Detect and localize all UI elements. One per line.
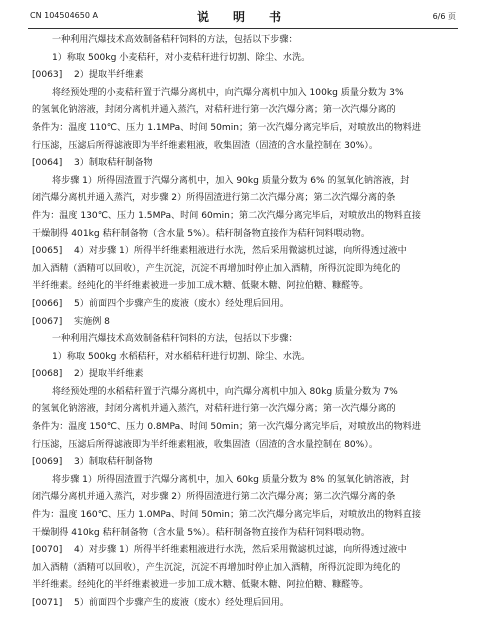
paragraph-line bbox=[32, 577, 460, 595]
line-text: 将经预处理的小麦秸秆置于汽爆分离机中，向汽爆分离机中加入 100kg 质量分数为 3% bbox=[52, 87, 404, 98]
paragraph-line-numbered bbox=[32, 542, 460, 560]
paragraph-line-numbered bbox=[32, 296, 460, 314]
line-text: 一种利用汽爆技术高效制备秸秆饲料的方法，包括以下步骤： bbox=[52, 35, 298, 45]
line-text: 加入酒精（酒精可以回收），产生沉淀，沉淀不再增加时停止加入酒精，所得沉淀即为纯化的 bbox=[32, 263, 401, 274]
line-text: 3）制取秸秆制备物 bbox=[74, 158, 153, 169]
paragraph-line bbox=[32, 419, 460, 437]
line-text: 干燥制得 401kg 秸秆制备物（含水量 5%）。秸秆制备物直接作为秸秆饲料喂动物。 bbox=[32, 228, 370, 239]
paragraph-number: [0063] bbox=[32, 70, 63, 81]
line-text: 2）提取半纤维素 bbox=[74, 70, 144, 81]
line-text: 的氢氧化钠溶液，封闭分离机并通入蒸汽，对秸秆进行第一次汽爆分离；第一次汽爆分离的 bbox=[32, 404, 396, 415]
line-text: 1）称取 500kg 水稻秸秆，对水稻秸秆进行切割、除尘、水洗。 bbox=[52, 351, 311, 362]
paragraph-line bbox=[32, 190, 460, 208]
paragraph-line bbox=[32, 278, 460, 296]
paragraph-line bbox=[32, 489, 460, 507]
paragraph-line bbox=[32, 401, 460, 419]
paragraph-line-numbered bbox=[32, 595, 460, 613]
line-text: 4）对步骤 1）所得半纤维素粗液进行水洗，然后采用微滤机过滤，向所得透过液中 bbox=[74, 246, 407, 257]
paragraph-line bbox=[32, 102, 460, 120]
document-body bbox=[32, 32, 460, 613]
paragraph-line bbox=[32, 208, 460, 226]
line-text: 将步骤 1）所得固渣置于汽爆分离机中，加入 90kg 质量分数为 6% 的氢氧化钠溶液，封 bbox=[52, 175, 410, 186]
paragraph-line-numbered bbox=[32, 314, 460, 332]
line-text: 3）制取秸秆制备物 bbox=[74, 457, 153, 468]
paragraph-line bbox=[32, 85, 460, 103]
line-text: 5）前面四个步骤产生的废液（废水）经处理后回用。 bbox=[74, 298, 289, 309]
paragraph-number: [0064] bbox=[32, 158, 63, 169]
line-text: 将经预处理的水稻秸秆置于汽爆分离机中，向汽爆分离机中加入 80kg 质量分数为 7% bbox=[52, 386, 398, 397]
paragraph-line bbox=[32, 261, 460, 279]
line-text: 件为：温度 130℃、压力 1.5MPa、时间 60min；第二次汽爆分离完毕后，对喷放出的物料直接 bbox=[32, 210, 421, 221]
paragraph-line bbox=[32, 384, 460, 402]
line-text: 行压滤，压滤后所得滤液即为半纤维素粗液，收集固渣（固渣的含水量控制在 80%）。 bbox=[32, 439, 378, 450]
line-text: 4）对步骤 1）所得半纤维素粗液进行水洗，然后采用微滤机过滤，向所得透过液中 bbox=[74, 545, 407, 556]
header-rule bbox=[28, 28, 458, 29]
paragraph-line bbox=[32, 226, 460, 244]
page-number: 6/6 页 bbox=[432, 12, 456, 21]
paragraph-line bbox=[32, 349, 460, 367]
paragraph-line-numbered bbox=[32, 155, 460, 173]
paragraph-line-numbered bbox=[32, 454, 460, 472]
paragraph-number: [0065] bbox=[32, 246, 63, 257]
paragraph-number: [0070] bbox=[32, 545, 63, 556]
line-text: 5）前面四个步骤产生的废液（废水）经处理后回用。 bbox=[74, 598, 289, 608]
paragraph-number: [0067] bbox=[32, 316, 63, 327]
line-text: 1）称取 500kg 小麦秸秆，对小麦秸秆进行切割、除尘、水洗。 bbox=[52, 52, 311, 63]
paragraph-line bbox=[32, 32, 460, 50]
paragraph-line bbox=[32, 138, 460, 156]
line-text: 闭汽爆分离机并通入蒸汽，对步骤 2）所得固渣进行第二次汽爆分离；第二次汽爆分离的条 bbox=[32, 492, 396, 503]
line-text: 2）提取半纤维素 bbox=[74, 369, 144, 380]
line-text: 半纤维素。经纯化的半纤维素被进一步加工成木糖、低聚木糖、阿拉伯糖、糠醛等。 bbox=[32, 580, 369, 591]
paragraph-number: [0071] bbox=[32, 598, 63, 608]
line-text: 干燥制得 410kg 秸秆制备物（含水量 5%）。秸秆制备物直接作为秸秆饲料喂动物。 bbox=[32, 527, 370, 538]
paragraph-line bbox=[32, 507, 460, 525]
paragraph-line-numbered bbox=[32, 243, 460, 261]
paragraph-number: [0066] bbox=[32, 298, 63, 309]
paragraph-number: [0069] bbox=[32, 457, 63, 468]
page-header bbox=[0, 8, 484, 24]
paragraph-line bbox=[32, 331, 460, 349]
line-text: 条件为：温度 150℃、压力 0.8MPa、时间 50min；第一次汽爆分离完毕后，对喷放出的物料进 bbox=[32, 422, 421, 433]
paragraph-number: [0068] bbox=[32, 369, 63, 380]
patent-number: CN 104504650 A bbox=[30, 11, 98, 20]
document-title: 说 明 书 bbox=[196, 10, 287, 24]
paragraph-line bbox=[32, 560, 460, 578]
line-text: 将步骤 1）所得固渣置于汽爆分离机中，加入 60kg 质量分数为 8% 的氢氧化钠溶液，封 bbox=[52, 474, 410, 485]
paragraph-line bbox=[32, 120, 460, 138]
paragraph-line-numbered bbox=[32, 366, 460, 384]
paragraph-line-numbered bbox=[32, 67, 460, 85]
line-text: 实施例 8 bbox=[74, 316, 110, 327]
paragraph-line bbox=[32, 50, 460, 68]
line-text: 的氢氧化钠溶液，封闭分离机并通入蒸汽，对秸秆进行第一次汽爆分离；第一次汽爆分离的 bbox=[32, 105, 396, 116]
line-text: 闭汽爆分离机并通入蒸汽，对步骤 2）所得固渣进行第二次汽爆分离；第二次汽爆分离的条 bbox=[32, 193, 396, 204]
line-text: 半纤维素。经纯化的半纤维素被进一步加工成木糖、低聚木糖、阿拉伯糖、糠醛等。 bbox=[32, 281, 369, 292]
line-text: 一种利用汽爆技术高效制备秸秆饲料的方法，包括以下步骤： bbox=[52, 334, 298, 345]
paragraph-line bbox=[32, 525, 460, 543]
line-text: 加入酒精（酒精可以回收），产生沉淀，沉淀不再增加时停止加入酒精，所得沉淀即为纯化的 bbox=[32, 562, 401, 573]
paragraph-line bbox=[32, 472, 460, 490]
line-text: 条件为：温度 110℃、压力 1.1MPa、时间 50min；第一次汽爆分离完毕后，对喷放出的物料进 bbox=[32, 122, 421, 133]
paragraph-line bbox=[32, 437, 460, 455]
line-text: 行压滤，压滤后所得滤液即为半纤维素粗液，收集固渣（固渣的含水量控制在 30%）。 bbox=[32, 140, 378, 151]
paragraph-line bbox=[32, 173, 460, 191]
line-text: 件为：温度 160℃、压力 1.0MPa、时间 50min；第二次汽爆分离完毕后，对喷放出的物料直接 bbox=[32, 510, 421, 521]
